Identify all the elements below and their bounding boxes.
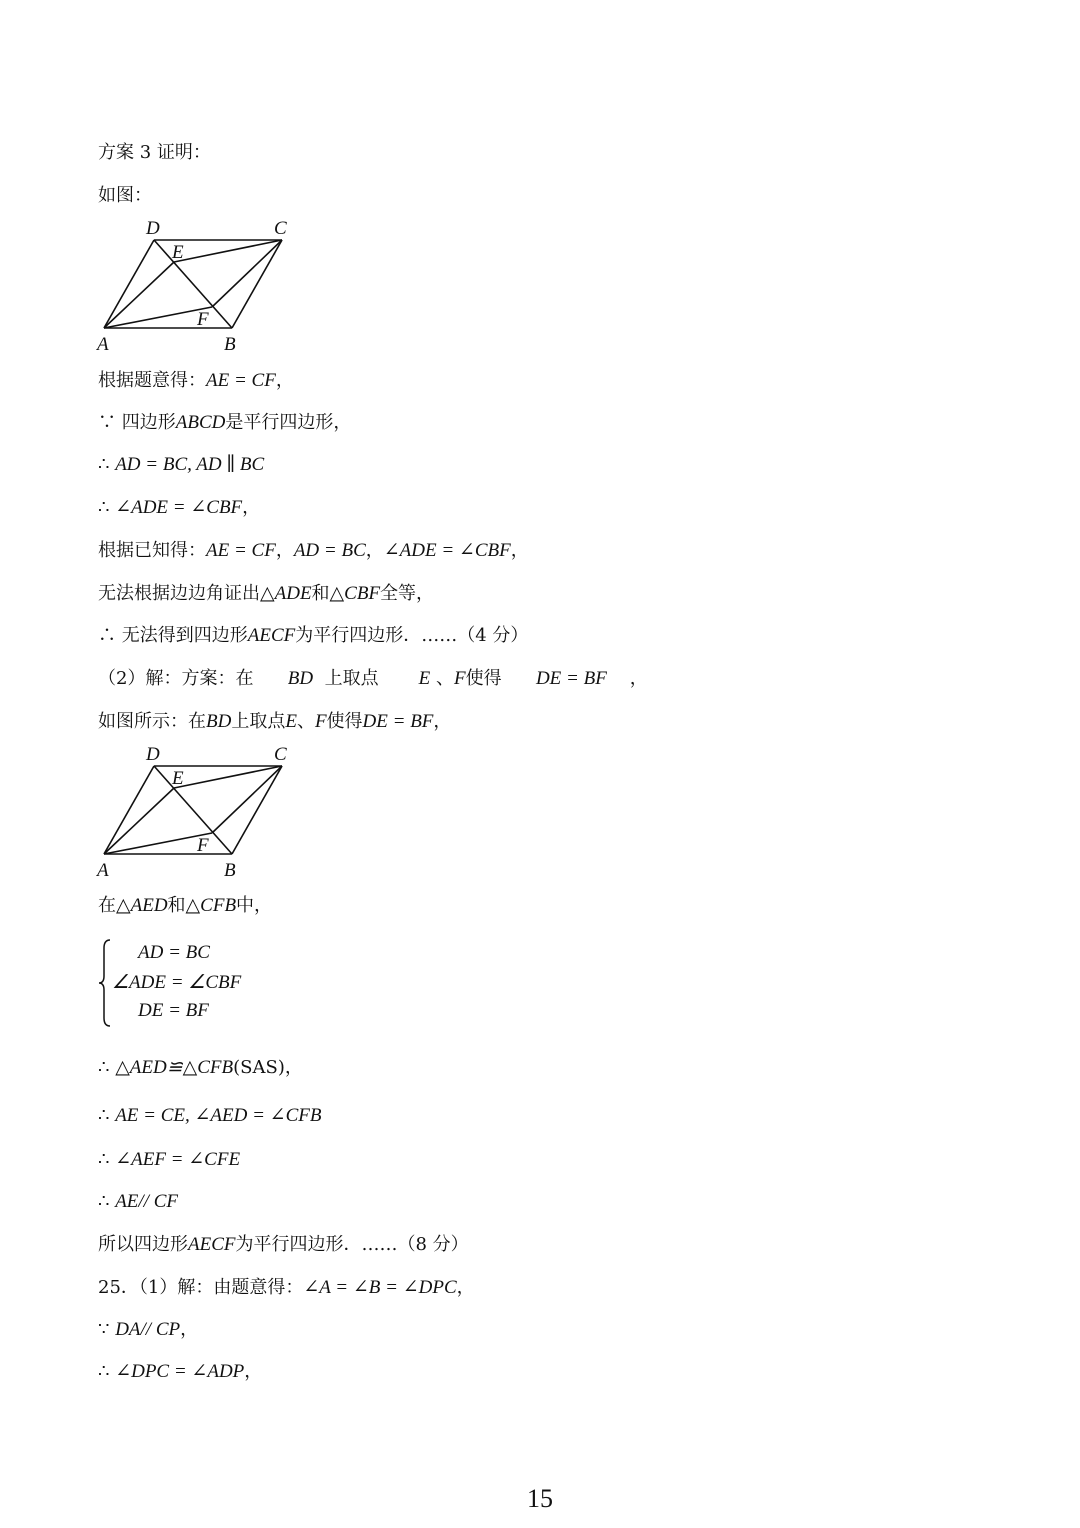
label-b: B [224, 860, 236, 881]
text-line: 所以四边形AECF为平行四边形．……（8 分） [98, 1234, 469, 1255]
text-line: ∵ 四边形ABCD是平行四边形， [98, 412, 352, 433]
label-d: D [146, 744, 160, 765]
equation-row: DE = BF [138, 1000, 209, 1021]
text-line: （2）解：方案：在 BD 上取点 E 、F使得 DE = BF ， [98, 668, 648, 689]
label-f: F [197, 835, 209, 856]
label-a: A [97, 860, 109, 881]
text-line: ∴ 无法得到四边形AECF为平行四边形．……（4 分） [98, 625, 529, 646]
label-c: C [274, 218, 287, 239]
text-line: ∴ AD = BC, AD ∥ BC [98, 454, 265, 475]
label-d: D [146, 218, 160, 239]
text-line: 在△AED和△CFB中， [98, 895, 273, 916]
equation-row: ∠ADE = ∠CBF [112, 972, 242, 993]
label-b: B [224, 334, 236, 355]
text-line: ∴ AE// CF [98, 1191, 178, 1212]
label-e: E [172, 242, 184, 263]
label-e: E [172, 768, 184, 789]
parallelogram-figure-1 [92, 214, 312, 363]
label-a: A [97, 334, 109, 355]
text-line: 无法根据边边角证出△ADE和△CBF全等， [98, 583, 435, 604]
text-line: 如图： [98, 185, 152, 206]
text-line: ∴ △AED≌△CFB(SAS)， [98, 1057, 303, 1078]
text-line: 根据题意得：AE = CF， [98, 370, 294, 391]
text-line: 如图所示：在BD上取点E、F使得DE = BF， [98, 711, 452, 732]
parallelogram-figure-2 [92, 740, 312, 889]
text-line: ∴ ∠AEF = ∠CFE [98, 1149, 241, 1170]
text-line: ∴ ∠DPC = ∠ADP， [98, 1361, 263, 1382]
text-line: ∵ DA// CP， [98, 1319, 199, 1340]
equation-brace [98, 938, 112, 1032]
label-c: C [274, 744, 287, 765]
text-line: 25．（1）解：由题意得：∠A = ∠B = ∠DPC， [98, 1277, 475, 1298]
equation-row: AD = BC [138, 942, 210, 963]
text-line: 方案 3 证明： [98, 142, 211, 163]
page-number: 15 [527, 1484, 553, 1513]
text-line: 根据已知得：AE = CF，AD = BC，∠ADE = ∠CBF， [98, 540, 529, 561]
label-f: F [197, 309, 209, 330]
text-line: ∴ ∠ADE = ∠CBF， [98, 497, 261, 518]
text-line: ∴ AE = CE, ∠AED = ∠CFB [98, 1105, 322, 1126]
